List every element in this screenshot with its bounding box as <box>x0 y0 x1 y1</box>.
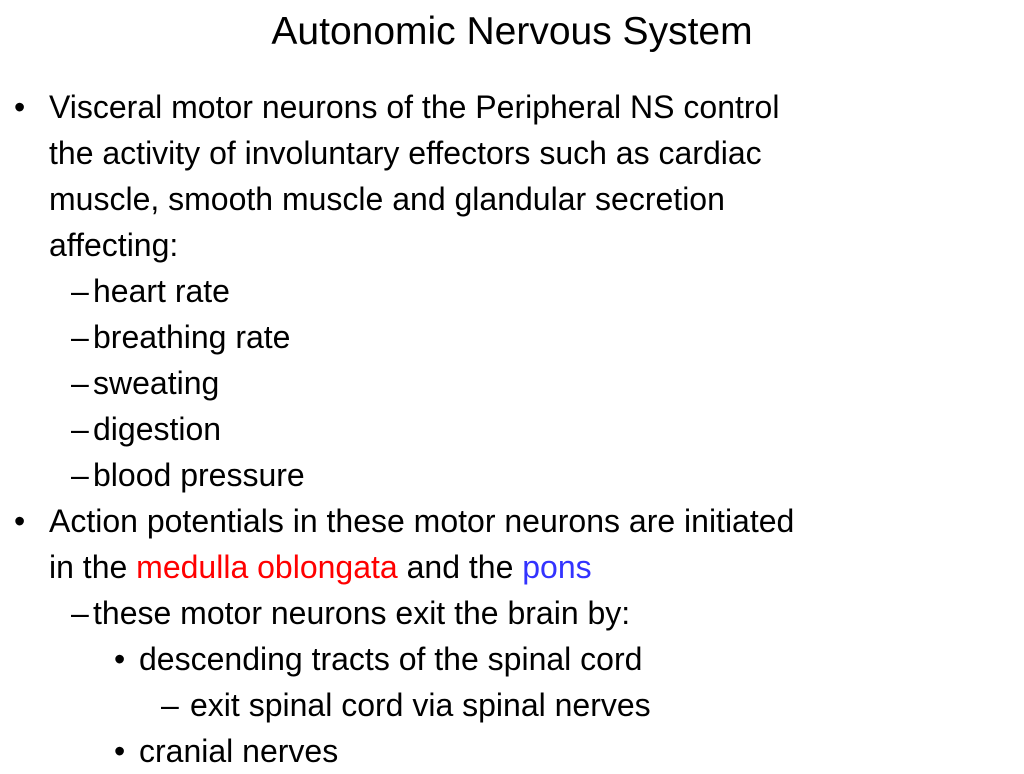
dash-marker: – <box>161 687 179 723</box>
text-fragment: in the <box>49 549 137 585</box>
sub-sub-item-cranial-nerves <box>0 728 1024 774</box>
bullet-marker: • <box>114 733 126 769</box>
highlight-pons: pons <box>522 549 592 585</box>
sub-item-label: sweating <box>93 365 220 401</box>
sub-item-sweating <box>0 360 1024 406</box>
sub-item-heart-rate <box>0 268 1024 314</box>
dash-marker: – <box>71 365 89 401</box>
dash-marker: – <box>71 457 89 493</box>
dash-marker: – <box>71 273 89 309</box>
sub-item-label: blood pressure <box>93 457 305 493</box>
sub-sub-item-label: descending tracts of the spinal cord <box>139 641 643 677</box>
highlight-medulla-oblongata: medulla oblongata <box>136 549 398 585</box>
dash-marker: – <box>71 595 89 631</box>
sub-sub-item-label: cranial nerves <box>139 733 339 769</box>
sub-item-label: heart rate <box>93 273 230 309</box>
bullet-text-line: Visceral motor neurons of the Peripheral NS control <box>49 89 780 125</box>
dash-marker: – <box>71 319 89 355</box>
sub-sub-item-descending-tracts <box>0 636 1024 682</box>
sub-item-blood-pressure <box>0 452 1024 498</box>
bullet-marker: • <box>14 503 26 539</box>
slide-title: Autonomic Nervous System <box>271 10 753 53</box>
bullet-item-visceral-motor <box>0 84 1024 268</box>
bullet-text-line: muscle, smooth muscle and glandular secretion <box>49 181 725 217</box>
text-fragment: and the <box>397 549 523 585</box>
bullet-text-line: Action potentials in these motor neurons are initiated <box>49 503 795 539</box>
bullet-marker: • <box>114 641 126 677</box>
sub-item-label: digestion <box>93 411 222 447</box>
bullet-text-line-mixed <box>49 544 984 590</box>
bullet-text-line: affecting: <box>49 227 179 263</box>
bullet-marker: • <box>14 89 26 125</box>
sub-item-label: breathing rate <box>93 319 291 355</box>
sub-item-breathing-rate <box>0 314 1024 360</box>
bullet-text-line: the activity of involuntary effectors such as cardiac <box>49 135 762 171</box>
dash-marker: – <box>71 411 89 447</box>
bullet-item-action-potentials <box>0 498 1024 590</box>
sub-item-exit-brain <box>0 590 1024 636</box>
sub-sub-sub-item-label: exit spinal cord via spinal nerves <box>190 687 651 723</box>
sub-sub-sub-item-spinal-nerves <box>0 682 1024 728</box>
slide-content <box>0 84 1024 774</box>
sub-item-digestion <box>0 406 1024 452</box>
sub-item-label: these motor neurons exit the brain by: <box>93 595 631 631</box>
